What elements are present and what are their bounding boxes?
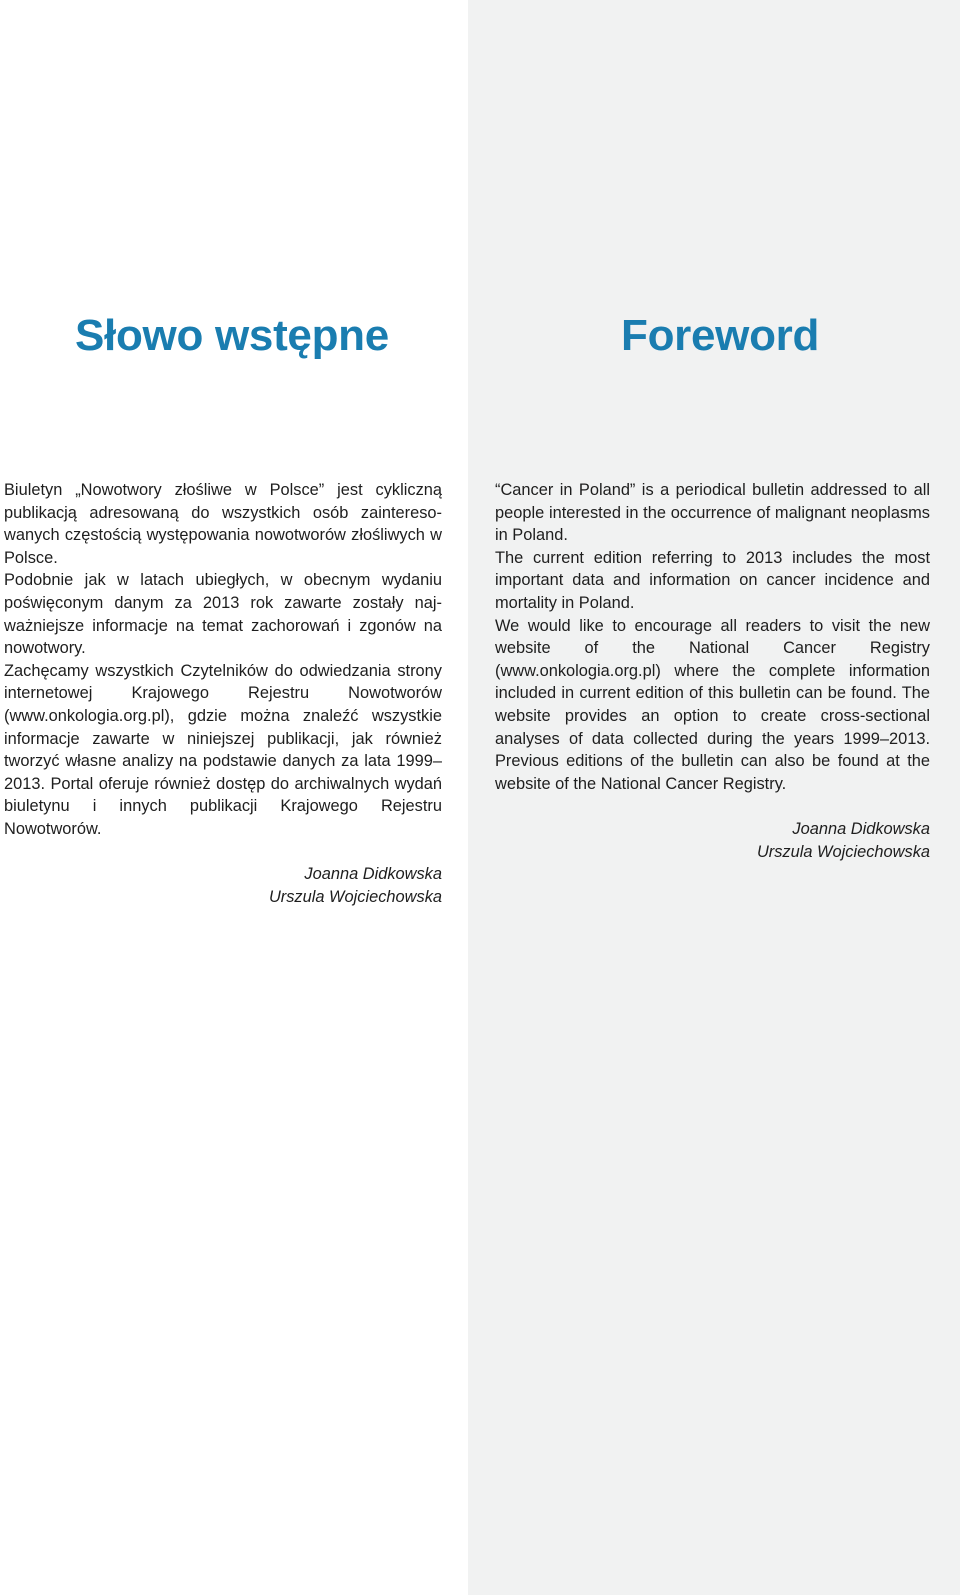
english-paragraph: We would like to encourage all readers to visit the new website of the National Cancer Registry (www.onkologia.org.pl) where the complete information included in current edition of this bulletin can be found. The website provides an option to create cross-sectional analyses of data collected during the years 1999–2013. Previous editions of the bulletin can also be found at the website of the National Cancer Registry.: [495, 616, 930, 793]
signature-name: Urszula Wojciechowska: [268, 887, 442, 906]
polish-paragraph: Podobnie jak w latach ubiegłych, w obecnym wydaniu poświęconym danym za 2013 rok zawarte zostały najważniejsze informacje na temat zachorowań i zgonów na nowotwory.: [4, 571, 442, 658]
signature-name: Joanna Didkowska: [304, 865, 442, 884]
polish-heading: Słowo wstępne: [75, 311, 389, 360]
english-paragraph: The current edition referring to 2013 includes the most important data and information on cancer incidence and mortality in Poland.: [495, 548, 930, 612]
signature-name: Joanna Didkowska: [792, 819, 930, 838]
polish-paragraph: Zachęcamy wszystkich Czytelników do odwiedzania strony internetowej Krajowego Rejestru Nowotworów (www.onkologia.org.pl), gdzie można znaleźć wszystkie informacje zawarte w niniejszej publikacji, jak również tworzyć własne analizy na podstawie danych za lata 1999–2013. Portal oferuje również dostęp do archiwalnych wydań biuletynu i innych publikacji Krajowego Rejestru Nowotworów.: [4, 661, 442, 838]
english-body: [495, 479, 930, 863]
english-column: [468, 0, 960, 1595]
english-signature: [495, 818, 930, 863]
polish-paragraph: Biuletyn „Nowotwory złośliwe w Polsce” jest cykliczną publikacją adresowaną do wszystkich osób zainteresowanych częstością występowania nowotworów złośliwych w Polsce.: [4, 481, 442, 567]
signature-name: Urszula Wojciechowska: [756, 842, 930, 861]
polish-signature: [4, 863, 442, 908]
english-paragraph: “Cancer in Poland” is a periodical bulletin addressed to all people interested in the occurrence of malignant neoplasms in Poland.: [495, 481, 930, 545]
english-heading: Foreword: [621, 311, 820, 360]
polish-body: [4, 479, 442, 908]
polish-column: [0, 0, 468, 1595]
